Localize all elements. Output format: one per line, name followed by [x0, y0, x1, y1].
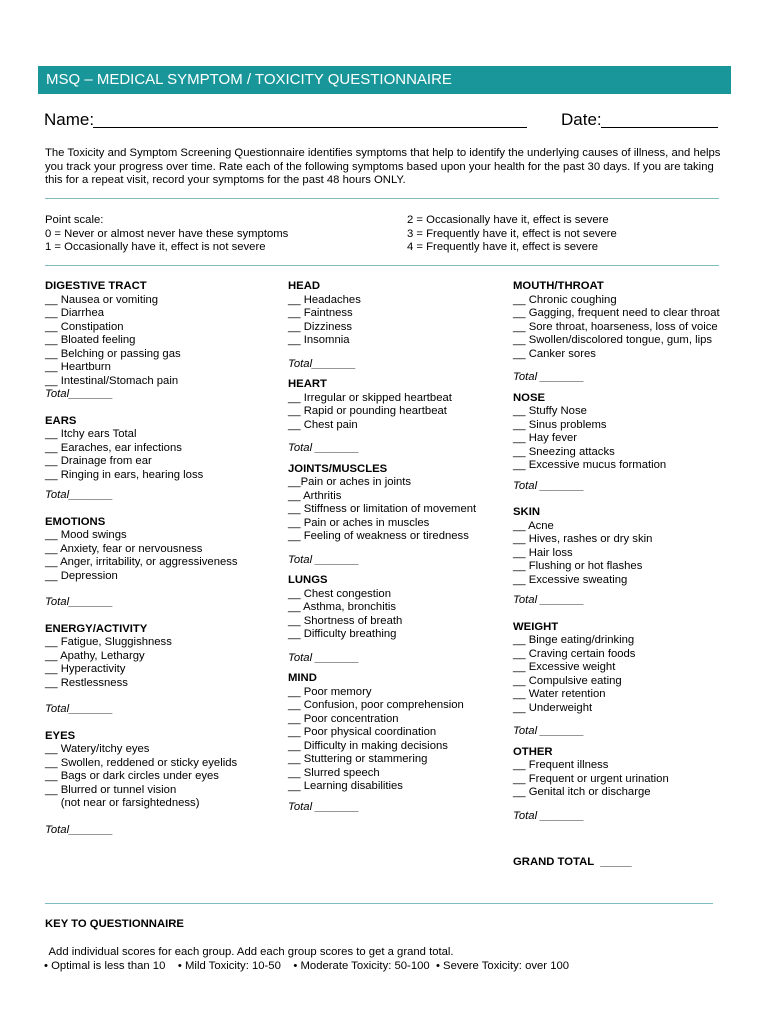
symptom-item[interactable]: __ Anxiety, fear or nervousness: [45, 542, 203, 555]
symptom-item[interactable]: __ Earaches, ear infections: [45, 441, 182, 454]
section-energy-activity: [45, 623, 238, 717]
section-skin: [513, 506, 720, 608]
symptom-item[interactable]: __ Stuffy Nose: [513, 405, 587, 417]
section-weight: [513, 621, 720, 739]
symptom-item[interactable]: __ Frequent or urgent urination: [513, 772, 669, 785]
section-total[interactable]: Total _______: [288, 651, 360, 664]
section-digestive: [45, 280, 238, 402]
symptom-item[interactable]: __ Chronic coughing: [513, 293, 617, 306]
section-other: [513, 746, 720, 824]
section-total[interactable]: Total_______: [45, 823, 114, 836]
symptom-item[interactable]: __ Slurred speech: [288, 766, 380, 779]
section-heading: OTHER: [513, 745, 553, 758]
scale-1: 1 = Occasionally have it, effect is not severe: [45, 241, 266, 253]
symptom-item[interactable]: __ Insomnia: [288, 334, 350, 346]
section-heading: EARS: [45, 414, 77, 427]
section-total[interactable]: Total _______: [513, 371, 585, 383]
symptom-item[interactable]: __ Bloated feeling: [45, 334, 136, 346]
section-total[interactable]: Total_______: [45, 596, 114, 608]
divider: [45, 903, 713, 904]
divider: [45, 198, 719, 199]
point-scale-heading: Point scale:: [45, 214, 104, 226]
symptom-item[interactable]: __ Poor physical coordination: [288, 726, 437, 738]
symptom-item[interactable]: __ Watery/itchy eyes: [45, 743, 150, 755]
symptom-item[interactable]: __ Hives, rashes or dry skin: [513, 533, 653, 545]
symptom-item[interactable]: __ Constipation: [45, 320, 124, 333]
symptom-item[interactable]: __ Stuttering or stammering: [288, 753, 428, 765]
symptom-item[interactable]: __ Binge eating/drinking: [513, 634, 635, 646]
symptom-item[interactable]: __ Confusion, poor comprehension: [288, 699, 464, 711]
symptom-item[interactable]: __ Excessive weight: [513, 661, 616, 673]
date-field[interactable]: [601, 127, 718, 128]
key-instruction: Add individual scores for each group. Add each group scores to get a grand total.: [46, 946, 454, 958]
symptom-item[interactable]: __ Sinus problems: [513, 418, 607, 431]
symptom-item[interactable]: __ Diarrhea: [45, 307, 105, 319]
section-heading: EYES: [45, 729, 76, 742]
section-total[interactable]: Total _______: [513, 725, 585, 737]
symptom-item[interactable]: __ Canker sores: [513, 347, 596, 360]
symptom-item[interactable]: __ Learning disabilities: [288, 780, 403, 792]
symptom-item[interactable]: __ Dizziness: [288, 320, 353, 333]
symptom-item[interactable]: __ Chest pain: [288, 418, 358, 431]
symptom-item[interactable]: __ Difficulty breathing: [288, 628, 397, 640]
section-heading: DIGESTIVE TRACT: [45, 280, 147, 292]
section-heading: LUNGS: [288, 574, 328, 586]
symptom-item[interactable]: __ Excessive mucus formation: [513, 459, 667, 471]
section-emotions: [45, 516, 238, 610]
symptom-item[interactable]: __ Gagging, frequent need to clear throat: [513, 307, 720, 319]
section-total[interactable]: Total_______: [45, 703, 114, 715]
symptom-item[interactable]: __ Underweight: [513, 701, 593, 714]
section-total[interactable]: Total _______: [288, 800, 360, 813]
symptom-item[interactable]: __ Blurred or tunnel vision: [45, 783, 177, 796]
symptom-item[interactable]: __ Intestinal/Stomach pain: [45, 374, 179, 387]
symptom-item[interactable]: __Pain or aches in joints: [288, 476, 412, 488]
symptom-item[interactable]: __ Feeling of weakness or tiredness: [288, 530, 469, 542]
scale-0: 0 = Never or almost never have these symptoms: [45, 227, 289, 240]
section-heading: MIND: [288, 672, 317, 684]
column-3: [513, 280, 720, 823]
symptom-item[interactable]: __ Faintness: [288, 307, 353, 319]
section-lungs: [288, 574, 476, 665]
symptom-item-note: (not near or farsightedness): [45, 797, 200, 809]
section-mind: [288, 672, 476, 814]
point-scale-left: [45, 214, 288, 255]
symptom-item[interactable]: __ Genital itch or discharge: [513, 786, 651, 798]
intro-paragraph: The Toxicity and Symptom Screening Questionnaire identifies symptoms that help to identify the underlying causes of illness, and helps you track your progress over time. Rate each of the following symptoms based upon your health for the past 30 days. If you are taking this for a repeat visit, record your symptoms for the past 48 hours ONLY.: [45, 147, 721, 186]
symptom-item[interactable]: __ Mood swings: [45, 529, 127, 541]
symptom-item[interactable]: __ Depression: [45, 569, 118, 582]
symptom-item[interactable]: __ Bags or dark circles under eyes: [45, 770, 219, 782]
section-eyes: [45, 730, 238, 838]
symptom-item[interactable]: __ Acne: [513, 519, 554, 532]
scale-3: 3 = Frequently have it, effect is not severe: [407, 227, 617, 240]
divider: [45, 265, 719, 266]
section-heading: JOINTS/MUSCLES: [288, 462, 388, 475]
symptom-item[interactable]: __ Headaches: [288, 293, 361, 306]
column-2: [288, 280, 476, 814]
symptom-item[interactable]: __ Swollen, reddened or sticky eyelids: [45, 756, 238, 769]
key-text: [46, 945, 569, 973]
symptom-item[interactable]: __ Drainage from ear: [45, 455, 152, 467]
symptom-item[interactable]: __ Water retention: [513, 688, 606, 700]
section-total[interactable]: Total _______: [513, 594, 585, 606]
section-heading: HEAD: [288, 280, 321, 292]
section-heading: MOUTH/THROAT: [513, 280, 604, 292]
symptom-item[interactable]: __ Fatigue, Sluggishness: [45, 636, 172, 648]
questionnaire-title: MSQ – MEDICAL SYMPTOM / TOXICITY QUESTIONNAIRE: [46, 71, 452, 88]
key-title: KEY TO QUESTIONNAIRE: [45, 918, 184, 930]
symptom-item[interactable]: __ Poor concentration: [288, 712, 399, 725]
symptom-item[interactable]: __ Excessive sweating: [513, 573, 628, 586]
section-heading: WEIGHT: [513, 620, 559, 633]
symptom-item[interactable]: __ Arthritis: [288, 489, 342, 502]
symptom-item[interactable]: __ Hyperactivity: [45, 663, 126, 675]
name-label: Name:: [44, 110, 95, 129]
symptom-item[interactable]: __ Nausea or vomiting: [45, 293, 159, 306]
symptom-item[interactable]: __ Sneezing attacks: [513, 445, 615, 458]
symptom-item[interactable]: __ Itchy ears Total: [45, 428, 137, 440]
section-heading: NOSE: [513, 391, 546, 404]
section-nose: [513, 392, 720, 494]
symptom-item[interactable]: __ Pain or aches in muscles: [288, 516, 430, 529]
symptom-item[interactable]: __ Frequent illness: [513, 759, 609, 771]
name-field[interactable]: [93, 127, 527, 128]
grand-total[interactable]: GRAND TOTAL _____: [513, 856, 632, 868]
symptom-item[interactable]: __ Hair loss: [513, 546, 573, 559]
symptom-item[interactable]: __ Difficulty in making decisions: [288, 739, 448, 752]
symptom-item[interactable]: __ Hay fever: [513, 432, 578, 444]
symptom-item[interactable]: __ Chest congestion: [288, 587, 391, 600]
section-total[interactable]: Total_______: [45, 388, 114, 400]
key-toxicity-ranges: • Optimal is less than 10 • Mild Toxicity: 10-50 • Moderate Toxicity: 50-100 • Severe Toxicity: over 100: [44, 960, 570, 972]
section-total[interactable]: Total_______: [288, 357, 357, 370]
symptom-item[interactable]: __ Asthma, bronchitis: [288, 601, 397, 613]
symptom-item[interactable]: __ Flushing or hot flashes: [513, 560, 643, 572]
section-total[interactable]: Total _______: [513, 809, 585, 822]
point-scale-right: [407, 214, 617, 255]
symptom-item[interactable]: __ Craving certain foods: [513, 647, 636, 660]
column-1: [45, 280, 238, 837]
section-mouth-throat: [513, 280, 720, 385]
symptom-item[interactable]: __ Sore throat, hoarseness, loss of voice: [513, 320, 718, 333]
questionnaire-title-bar: [38, 66, 731, 94]
symptom-item[interactable]: __ Stiffness or limitation of movement: [288, 503, 477, 515]
section-heading: EMOTIONS: [45, 515, 106, 528]
section-ears: [45, 415, 238, 503]
symptom-item[interactable]: __ Heartburn: [45, 361, 111, 373]
symptom-item[interactable]: __ Restlessness: [45, 676, 128, 689]
symptom-item[interactable]: __ Shortness of breath: [288, 614, 403, 627]
symptom-item[interactable]: __ Apathy, Lethargy: [45, 649, 145, 662]
date-label: Date:: [561, 110, 602, 129]
section-total[interactable]: Total _______: [513, 479, 585, 492]
symptom-item[interactable]: __ Compulsive eating: [513, 674, 622, 687]
symptom-item[interactable]: __ Belching or passing gas: [45, 347, 181, 360]
section-head: [288, 280, 476, 371]
section-total[interactable]: Total _______: [288, 553, 360, 566]
symptom-item[interactable]: __ Anger, irritability, or aggressiveness: [45, 556, 238, 568]
section-heart: [288, 378, 476, 456]
section-heading: SKIN: [513, 506, 540, 518]
symptom-item[interactable]: __ Poor memory: [288, 685, 372, 698]
section-total[interactable]: Total_______: [45, 489, 114, 501]
section-joints-muscles: [288, 463, 476, 568]
section-heading: HEART: [288, 378, 327, 390]
symptom-item[interactable]: __ Ringing in ears, hearing loss: [45, 468, 204, 481]
scale-4: 4 = Frequently have it, effect is severe: [407, 241, 598, 253]
symptom-item[interactable]: __ Rapid or pounding heartbeat: [288, 405, 447, 417]
symptom-item[interactable]: __ Swollen/discolored tongue, gum, lips: [513, 334, 713, 346]
symptom-item[interactable]: __ Irregular or skipped heartbeat: [288, 391, 452, 404]
scale-2: 2 = Occasionally have it, effect is severe: [407, 214, 609, 226]
section-total[interactable]: Total _______: [288, 442, 360, 454]
section-heading: ENERGY/ACTIVITY: [45, 622, 148, 635]
